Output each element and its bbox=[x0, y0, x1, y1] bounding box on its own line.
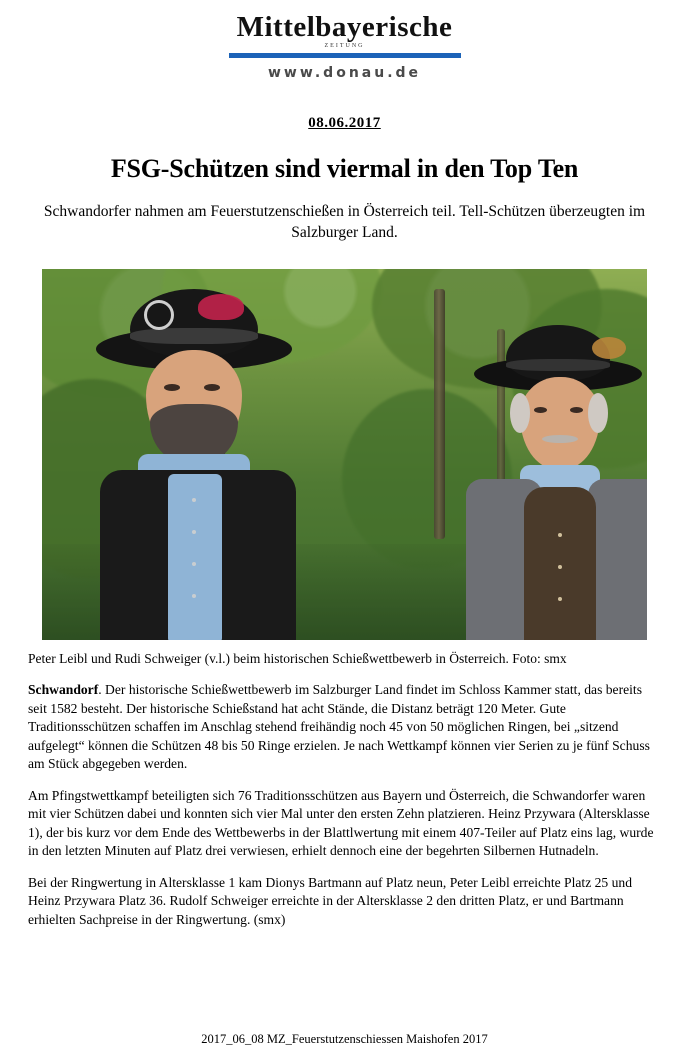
person-left bbox=[72, 284, 362, 640]
face bbox=[520, 377, 600, 469]
dateline-lead: Schwandorf bbox=[28, 682, 99, 698]
photo-canvas bbox=[42, 269, 647, 640]
hat-pin-ornament bbox=[592, 337, 626, 359]
page-title: FSG-Schützen sind viermal in den Top Ten bbox=[110, 154, 579, 184]
paragraph-2: Am Pfingstwettkampf beteiligten sich 76 Traditionsschützen aus Bayern und Österreich, die Schwandorfer waren mit vier Schützen dabei und konnten sich vier Mal unter den ersten Zehn platzieren. Heinz Przywara (Altersklasse 1), der bis kurz vor dem Ende des Wettbewerbs in der Blattlwertung mit einem 407-Teiler auf Platz eins lag, wurde in den letzten Minuten auf Platz drei verwiesen, erhielt dennoch eine der begehrten Silbernen Hutnadeln. bbox=[28, 787, 654, 859]
photo-caption: Peter Leibl und Rudi Schweiger (v.l.) beim historischen Schießwettbewerb in Österreich. Foto: smx bbox=[28, 651, 567, 667]
article-date: 08.06.2017 bbox=[308, 115, 381, 132]
masthead-accent-rule bbox=[229, 53, 461, 58]
article-body bbox=[22, 681, 667, 929]
vest bbox=[524, 487, 596, 640]
paragraph-1 bbox=[28, 681, 659, 773]
hat-band bbox=[130, 328, 258, 344]
article-photo bbox=[42, 269, 647, 640]
jacket-right-panel bbox=[588, 479, 647, 640]
document-footer: 2017_06_08 MZ_Feuerstutzenschiessen Maishofen 2017 bbox=[201, 1032, 488, 1046]
masthead-subtitle: ZEITUNG bbox=[324, 43, 365, 50]
masthead bbox=[22, 0, 667, 81]
hat-feather-ornament bbox=[198, 294, 244, 320]
tree-trunk bbox=[434, 289, 445, 539]
hat-band bbox=[506, 359, 610, 371]
hair-side bbox=[510, 393, 530, 433]
paragraph-3: Bei der Ringwertung in Altersklasse 1 kam Dionys Bartmann auf Platz neun, Peter Leibl erreichte Platz 25 und Heinz Przywara Platz 36. Rudolf Schweiger erreichte in der Altersklasse 2 den dritten Platz, er und Bartmann erhielten Sachpreise in der Ringwertung. (smx) bbox=[28, 874, 633, 927]
hair-side bbox=[588, 393, 608, 433]
paragraph-1-text: . Der historische Schießwettbewerb im Salzburger Land findet im Schloss Kammer statt, das bereits seit 1582 besteht. Der historische Schießstand hat acht Stände, die Distanz beträgt 120 Meter. Gute Traditionsschützen schaffen im Anschlag stehend freihändig noch 45 von 50 möglichen Ringen, bei „sitzend aufgelegt“ können die Schützen 48 bis 50 Ringe erzielen. Je nach Wettkampf können vier Serien zu je fünf Schuss am Stück abgegeben werden. bbox=[28, 682, 650, 772]
masthead-website-url: www.donau.de bbox=[267, 65, 422, 82]
article-standfirst: Schwandorfer nahmen am Feuerstutzenschießen in Österreich teil. Tell-Schützen überzeugten im Salzburger Land. bbox=[43, 203, 646, 242]
masthead-title: Mittelbayerische bbox=[236, 11, 453, 43]
person-right bbox=[462, 319, 647, 640]
